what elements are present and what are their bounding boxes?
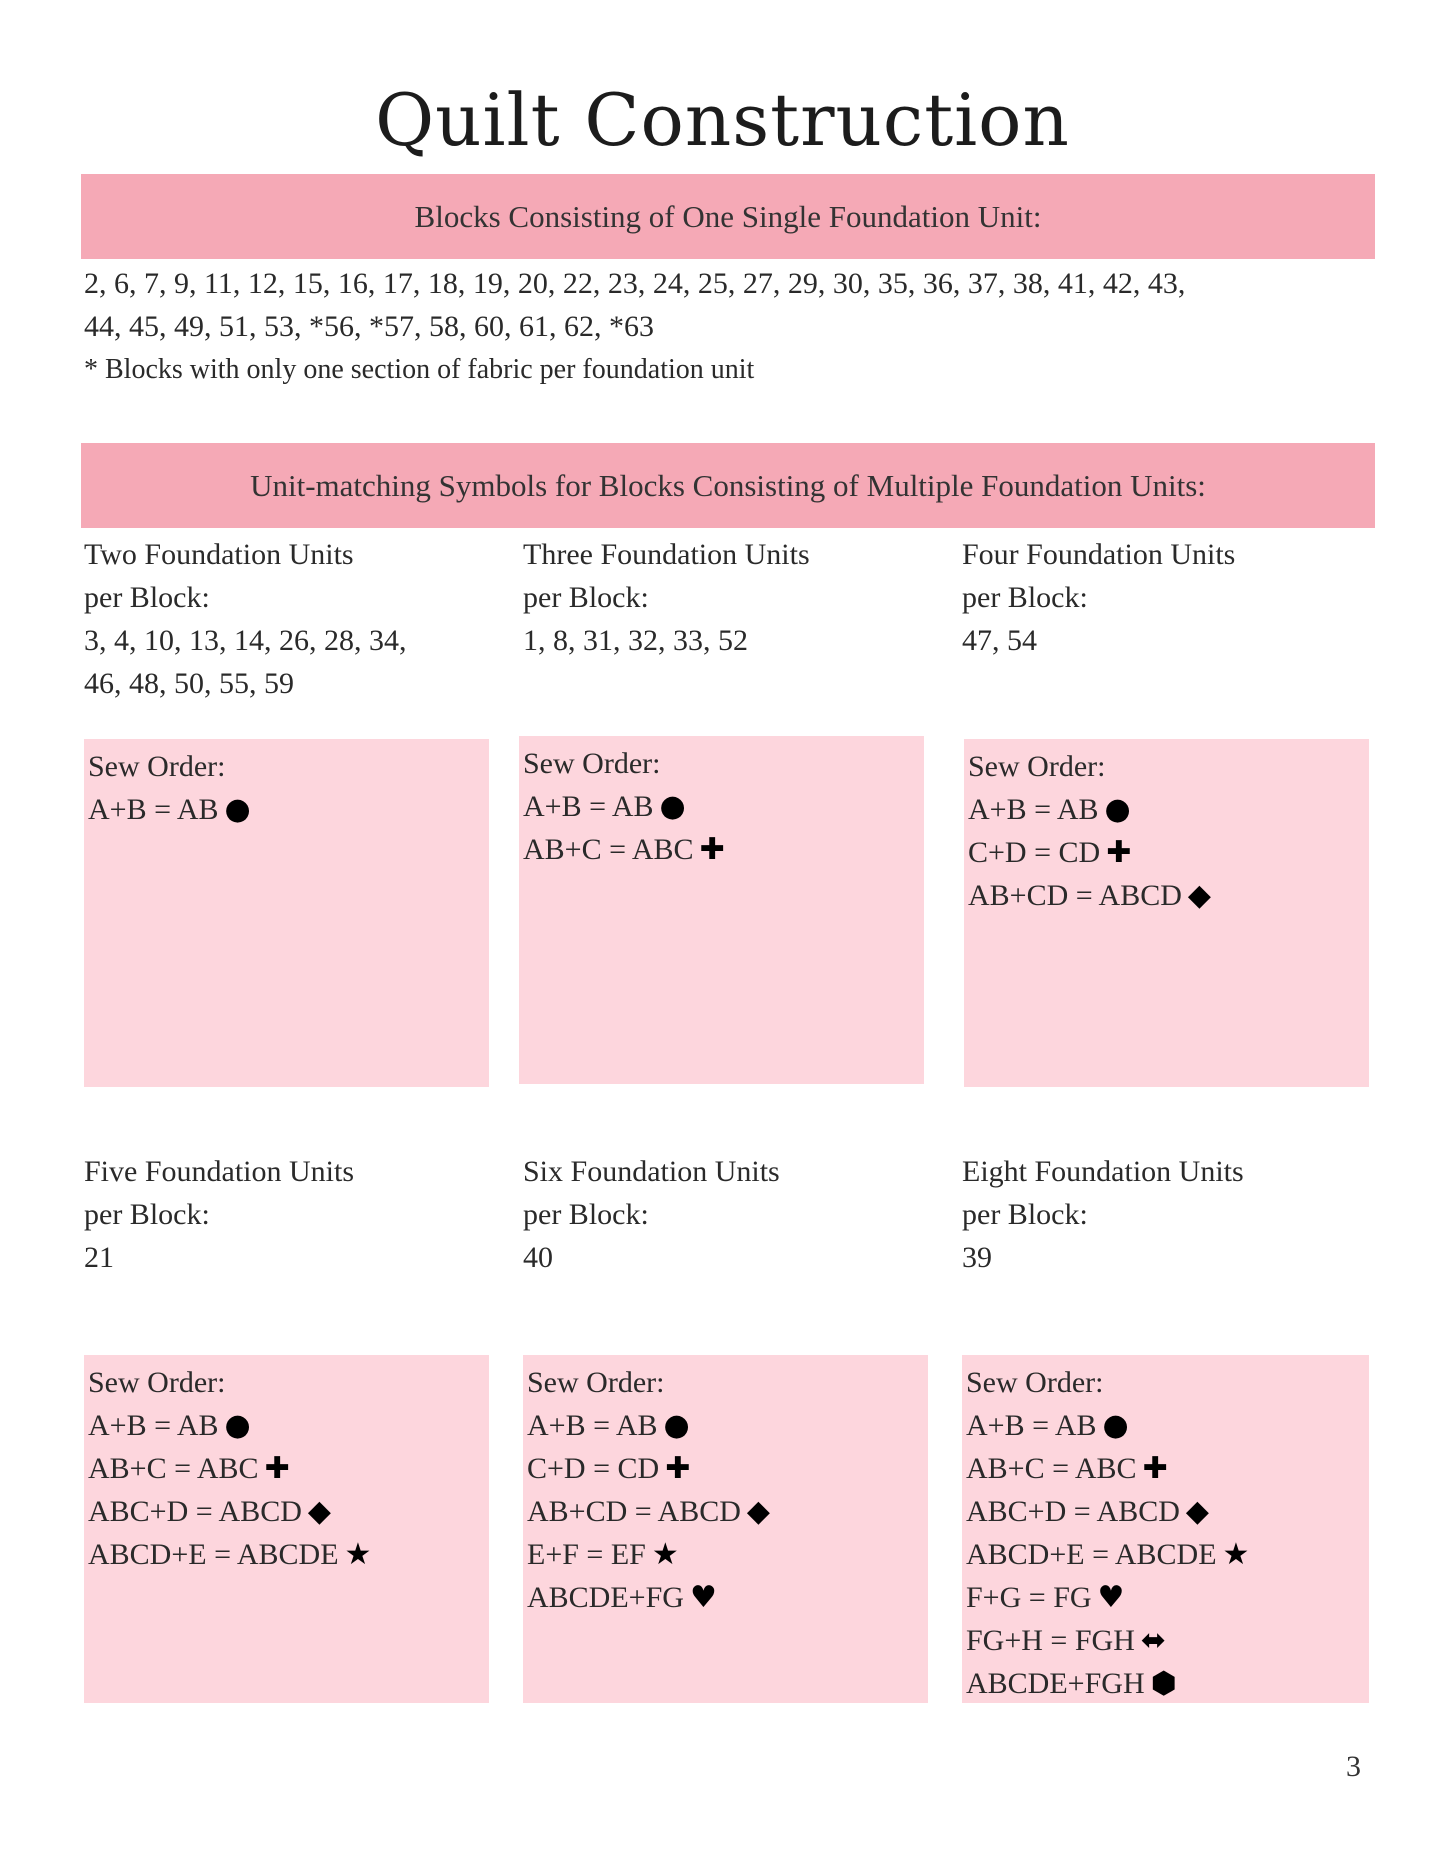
single-unit-blocks-line-2: 44, 45, 49, 51, 53, *56, *57, 58, 60, 61, 62, *63 xyxy=(84,310,654,343)
sew-order-box-two-units xyxy=(84,739,489,1087)
sew-step-text: A+B = AB xyxy=(968,793,1099,826)
single-unit-block-list xyxy=(84,262,1374,391)
sew-step-text: FG+H = FGH xyxy=(966,1624,1135,1657)
group-five-units xyxy=(84,1150,504,1279)
group-title: Four Foundation Units xyxy=(962,538,1236,571)
sew-step-text: E+F = EF xyxy=(527,1538,646,1571)
sew-step-text: A+B = AB xyxy=(88,793,219,826)
group-eight-units xyxy=(962,1150,1382,1279)
group-blocks: 39 xyxy=(962,1241,992,1274)
page-number: 3 xyxy=(1346,1750,1361,1783)
sew-step xyxy=(523,828,920,871)
cross-icon: ✚ xyxy=(699,832,725,867)
star-icon: ★ xyxy=(1222,1537,1250,1572)
sew-step xyxy=(968,874,1365,917)
heart-icon: ♥ xyxy=(1097,1580,1125,1615)
sew-step xyxy=(88,788,485,831)
sew-step xyxy=(968,831,1365,874)
group-subtitle: per Block: xyxy=(962,1198,1088,1231)
group-title: Two Foundation Units xyxy=(84,538,354,571)
diamond-icon: ◆ xyxy=(746,1494,770,1529)
sew-step-text: A+B = AB xyxy=(88,1409,219,1442)
sew-step xyxy=(523,785,920,828)
sew-step-text: AB+C = ABC xyxy=(523,833,694,866)
sew-order-label: Sew Order: xyxy=(88,1366,226,1399)
sew-step-text: ABCD+E = ABCDE xyxy=(966,1538,1217,1571)
cross-icon: ✚ xyxy=(1142,1451,1168,1486)
group-subtitle: per Block: xyxy=(962,581,1088,614)
group-title: Five Foundation Units xyxy=(84,1155,355,1188)
group-two-units xyxy=(84,533,504,705)
sew-order-label: Sew Order: xyxy=(523,747,661,780)
sew-step-text: F+G = FG xyxy=(966,1581,1092,1614)
sew-order-box-four-units xyxy=(964,739,1369,1087)
sew-step xyxy=(88,1404,485,1447)
sew-step-text: C+D = CD xyxy=(527,1452,660,1485)
circle-icon: ● xyxy=(663,1408,690,1443)
sew-step-text: ABCD+E = ABCDE xyxy=(88,1538,339,1571)
hexagon-icon: ⬢ xyxy=(1150,1666,1177,1701)
sew-step-text: AB+C = ABC xyxy=(966,1452,1137,1485)
sew-step xyxy=(527,1533,924,1576)
heart-icon: ♥ xyxy=(689,1580,717,1615)
sew-step xyxy=(527,1404,924,1447)
cross-icon: ✚ xyxy=(665,1451,691,1486)
group-title: Eight Foundation Units xyxy=(962,1155,1244,1188)
group-subtitle: per Block: xyxy=(84,1198,210,1231)
sew-order-box-five-units xyxy=(84,1355,489,1703)
multi-unit-heading: Unit-matching Symbols for Blocks Consisting of Multiple Foundation Units: xyxy=(81,443,1375,528)
single-unit-heading: Blocks Consisting of One Single Foundation Unit: xyxy=(81,174,1375,259)
cross-icon: ✚ xyxy=(1106,835,1132,870)
sew-step xyxy=(966,1619,1365,1662)
sew-step xyxy=(88,1533,485,1576)
sew-step xyxy=(527,1490,924,1533)
diamond-icon: ◆ xyxy=(307,1494,331,1529)
group-subtitle: per Block: xyxy=(84,581,210,614)
single-unit-blocks-line-1: 2, 6, 7, 9, 11, 12, 15, 16, 17, 18, 19, 20, 22, 23, 24, 25, 27, 29, 30, 35, 36, 37, 38, 41, 42, 43, xyxy=(84,267,1186,300)
sew-order-label: Sew Order: xyxy=(527,1366,665,1399)
circle-icon: ● xyxy=(224,1408,251,1443)
sew-step-text: AB+CD = ABCD xyxy=(968,879,1182,912)
group-subtitle: per Block: xyxy=(523,581,649,614)
sew-step xyxy=(88,1490,485,1533)
diamond-icon: ◆ xyxy=(1185,1494,1209,1529)
sew-step-text: ABC+D = ABCD xyxy=(966,1495,1180,1528)
sew-step-text: ABC+D = ABCD xyxy=(88,1495,302,1528)
group-blocks: 40 xyxy=(523,1241,553,1274)
star-icon: ★ xyxy=(651,1537,679,1572)
sew-step-text: A+B = AB xyxy=(966,1409,1097,1442)
group-title: Three Foundation Units xyxy=(523,538,810,571)
sew-order-label: Sew Order: xyxy=(966,1366,1104,1399)
sew-step xyxy=(527,1447,924,1490)
group-blocks: 1, 8, 31, 32, 33, 52 xyxy=(523,624,748,657)
circle-icon: ● xyxy=(1104,792,1131,827)
cross-icon: ✚ xyxy=(264,1451,290,1486)
group-blocks: 21 xyxy=(84,1241,114,1274)
sew-step xyxy=(527,1576,924,1619)
sew-step xyxy=(966,1576,1365,1619)
single-unit-footnote: * Blocks with only one section of fabric per foundation unit xyxy=(84,354,755,385)
star-icon: ★ xyxy=(344,1537,372,1572)
group-title: Six Foundation Units xyxy=(523,1155,780,1188)
sew-step-text: AB+C = ABC xyxy=(88,1452,259,1485)
group-four-units xyxy=(962,533,1382,662)
sew-step-text: AB+CD = ABCD xyxy=(527,1495,741,1528)
sew-step xyxy=(966,1447,1365,1490)
page-title: Quilt Construction xyxy=(375,78,1070,162)
sew-order-box-eight-units xyxy=(962,1355,1369,1703)
sew-step-text: ABCDE+FG xyxy=(527,1581,684,1614)
sew-step xyxy=(966,1404,1365,1447)
sew-step-text: A+B = AB xyxy=(527,1409,658,1442)
group-six-units xyxy=(523,1150,943,1279)
sew-step-text: C+D = CD xyxy=(968,836,1101,869)
diamond-icon: ◆ xyxy=(1187,878,1211,913)
circle-icon: ● xyxy=(659,789,686,824)
sew-order-box-six-units xyxy=(523,1355,928,1703)
sew-step xyxy=(966,1490,1365,1533)
sew-step xyxy=(968,788,1365,831)
sew-order-label: Sew Order: xyxy=(968,750,1106,783)
sew-step-text: ABCDE+FGH xyxy=(966,1667,1145,1700)
sew-step xyxy=(966,1662,1365,1705)
group-blocks: 3, 4, 10, 13, 14, 26, 28, 34, xyxy=(84,624,407,657)
circle-icon: ● xyxy=(1102,1408,1129,1443)
sew-step xyxy=(966,1533,1365,1576)
group-three-units xyxy=(523,533,943,662)
double-arrow-icon: ⬌ xyxy=(1140,1623,1167,1658)
group-blocks: 46, 48, 50, 55, 59 xyxy=(84,667,294,700)
sew-step-text: A+B = AB xyxy=(523,790,654,823)
sew-step xyxy=(88,1447,485,1490)
sew-order-box-three-units xyxy=(519,736,924,1084)
circle-icon: ● xyxy=(224,792,251,827)
sew-order-label: Sew Order: xyxy=(88,750,226,783)
group-subtitle: per Block: xyxy=(523,1198,649,1231)
group-blocks: 47, 54 xyxy=(962,624,1037,657)
